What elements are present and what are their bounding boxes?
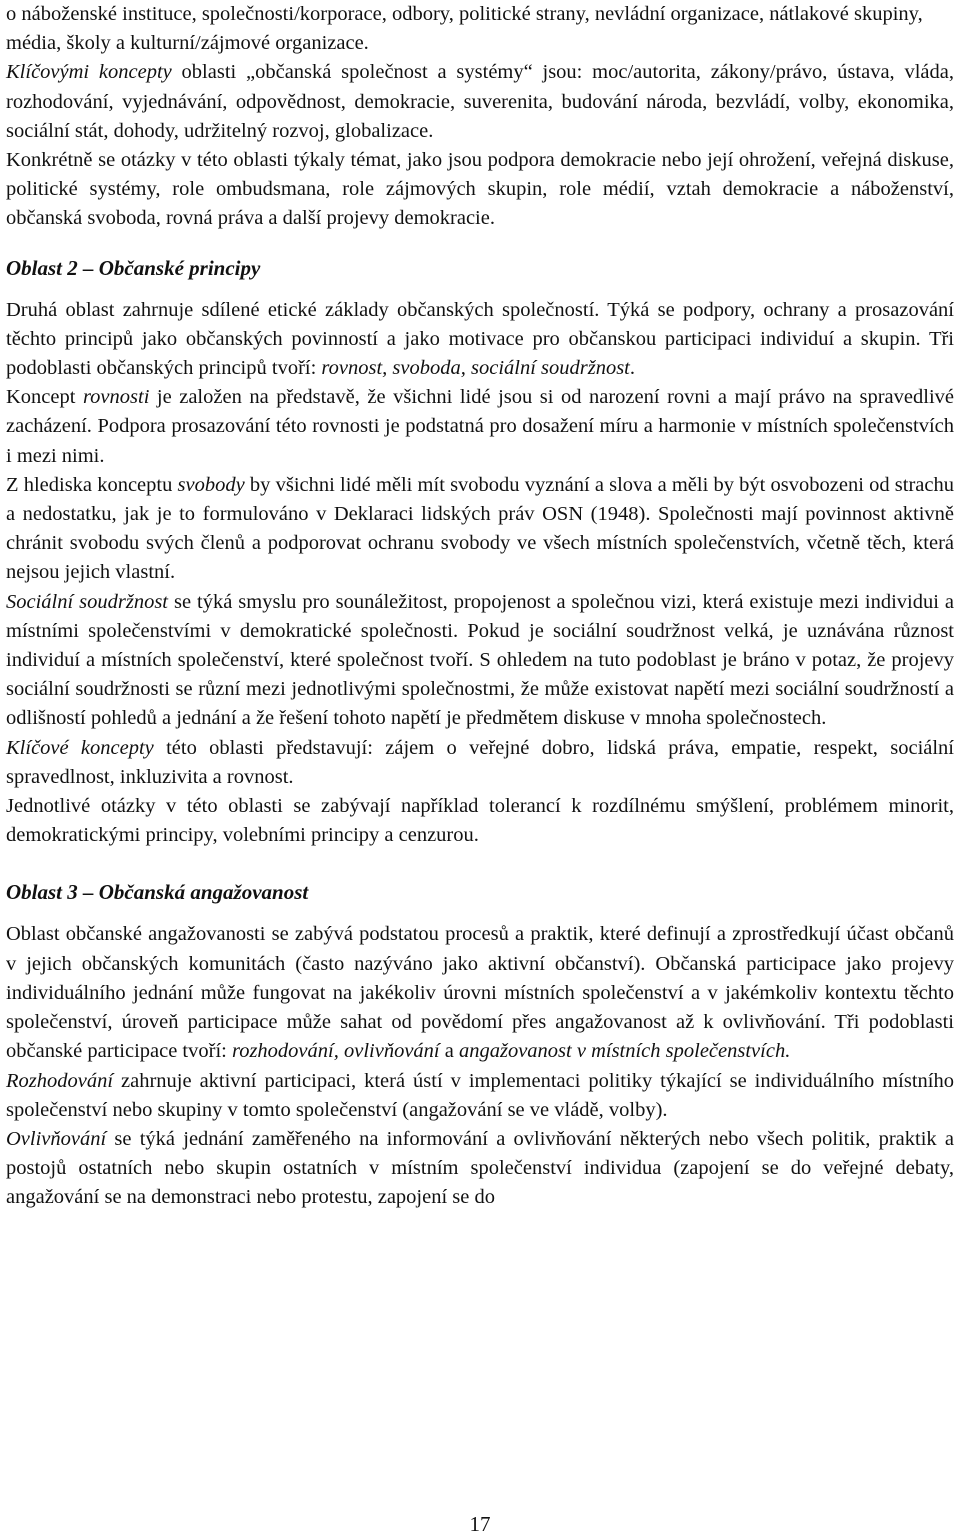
paragraph	[6, 1125, 954, 1213]
text-run: zahrnuje aktivní participaci, která ústí v implementaci politiky týkající se individuálního místního společenství nebo skupiny v tomto společenství (angažování se ve vládě, volby).	[6, 1069, 954, 1121]
emphasis-text: Sociální soudržnost	[6, 590, 169, 613]
text-run: Koncept	[6, 386, 83, 409]
text-run: o náboženské instituce, společnosti/korporace, odbory, politické strany, nevládní organizace, nátlakové skupiny, média, školy a kulturní/zájmové organizace.	[6, 3, 923, 55]
text-run: Z hlediska konceptu	[6, 473, 178, 496]
emphasis-text: Klíčové koncepty	[6, 736, 154, 759]
heading-civic-participation: Oblast 3 – Občanská angažovanost	[6, 880, 309, 905]
section-civic-participation	[6, 920, 954, 1212]
paragraph	[6, 383, 954, 471]
text-run: Druhá oblast zahrnuje sdílené etické základy občanských společností. Týká se podpory, ochrany a prosazování těchto principů jako občanských povinností a jako motivace pro občanskou participaci individuí a skupin. Tři podoblasti občanských principů tvoří:	[6, 298, 954, 380]
emphasis-text: rozhodování, ovlivňování	[231, 1040, 440, 1063]
paragraph	[6, 920, 954, 1066]
section-civic-principles	[6, 296, 954, 851]
text-run: této oblasti představují: zájem o veřejné dobro, lidská práva, empatie, respekt, sociální spravedlnost, inkluzivita a rovnost.	[6, 736, 955, 788]
text-run: Oblast občanské angažovanosti se zabývá podstatou procesů a praktik, které definují a zprostředkují účast občanů v jejich občanských komunitách (často nazýváno jako aktivní občanství). Občanská participace jako projevy individuálního jednání může fungovat na jakékoliv úrovni místních společenství a v jakémkoliv kontextu těchto společenství, úroveň participace může sahat od povědomí přes angažovanost až k ovlivňování. Tři podoblasti občanské participace tvoří:	[6, 923, 954, 1063]
emphasis-text: Ovlivňování	[6, 1127, 107, 1150]
section-civil-society	[6, 0, 954, 234]
text-run: Jednotlivé otázky v této oblasti se zabývají například tolerancí k rozdílnému smýšlení, problémem minorit, demokratickými principy, volebními principy a cenzurou.	[6, 795, 954, 847]
emphasis-text: Klíčovými koncepty	[6, 61, 172, 84]
text-run: je založen na představě, že všichni lidé jsou si od narození rovni a mají právo na spravedlivé zacházení. Podpora prosazování této rovnosti je podstatná pro dosažení míru a harmonie v místních společenstvích i mezi nimi.	[6, 386, 954, 467]
text-run: by všichni lidé měli mít svobodu vyznání a slova a měli by být osvobozeni od strachu a nedostatku, jak je to formulováno v Deklaraci lidských práv OSN (1948). Společnosti mají povinnost aktivně chránit svobodu svých členů a podporovat ochranu svobody ve všech místních společenstvích, včetně těch, která nejsou jejich vlastní.	[6, 473, 954, 584]
page-number: 17	[469, 1512, 491, 1536]
paragraph	[6, 0, 954, 58]
document-page	[6, 0, 954, 1213]
text-run: se týká smyslu pro sounáležitost, propojenost a společnou vizi, která existuje mezi individui a místními společenstvími v demokratické společnosti. Pokud je sociální soudržnost velká, je uznávána různost individuí a místních společenství, které společnost tvoří. S ohledem na tuto podoblast je bráno v potaz, že projevy sociální soudržnosti se různí mezi jednotlivými společnostmi, že může existovat napětí mezi sociální soudržností a odlišností pohledů a jednání a že řešení tohoto napětí je předmětem diskuse v mnoha společnostech.	[6, 590, 954, 730]
paragraph	[6, 296, 954, 384]
paragraph	[6, 58, 954, 146]
emphasis-text: rovnost, svoboda, sociální soudržnost	[321, 357, 630, 380]
text-run: Konkrétně se otázky v této oblasti týkaly témat, jako jsou podpora demokracie nebo její ohrožení, veřejná diskuse, politické systémy, role ombudsmana, role zájmových skupin, role médií, vztah demokracie a náboženství, občanská svoboda, rovná práva a další projevy demokracie.	[6, 149, 954, 230]
heading-civic-principles: Oblast 2 – Občanské principy	[6, 255, 261, 280]
paragraph	[6, 792, 954, 850]
emphasis-text: Rozhodování	[6, 1069, 114, 1092]
text-run: .	[629, 357, 636, 380]
emphasis-text: svobody	[177, 473, 245, 496]
text-run: a	[439, 1040, 459, 1063]
paragraph	[6, 146, 954, 234]
text-run: se týká jednání zaměřeného na informování a ovlivňování některých nebo všech politik, praktik a postojů ostatních nebo skupin ostatních v místním společenství individua (zapojení se do veřejné debaty, angažování se na demonstraci nebo protestu, zapojení se do	[6, 1127, 954, 1209]
paragraph	[6, 588, 954, 734]
emphasis-text: angažovanost v místních společenstvích.	[458, 1040, 791, 1063]
text-run: oblasti „občanská společnost a systémy“ jsou: moc/autorita, zákony/právo, ústava, vláda, rozhodování, vyjednávání, odpovědnost, demokracie, suverenita, budování národa, bezvládí, volby, ekonomika, sociální stát, dohody, udržitelný rozvoj, globalizace.	[6, 61, 954, 142]
emphasis-text: rovnosti	[82, 386, 150, 409]
paragraph	[6, 734, 954, 792]
paragraph	[6, 1067, 954, 1125]
paragraph	[6, 471, 954, 588]
